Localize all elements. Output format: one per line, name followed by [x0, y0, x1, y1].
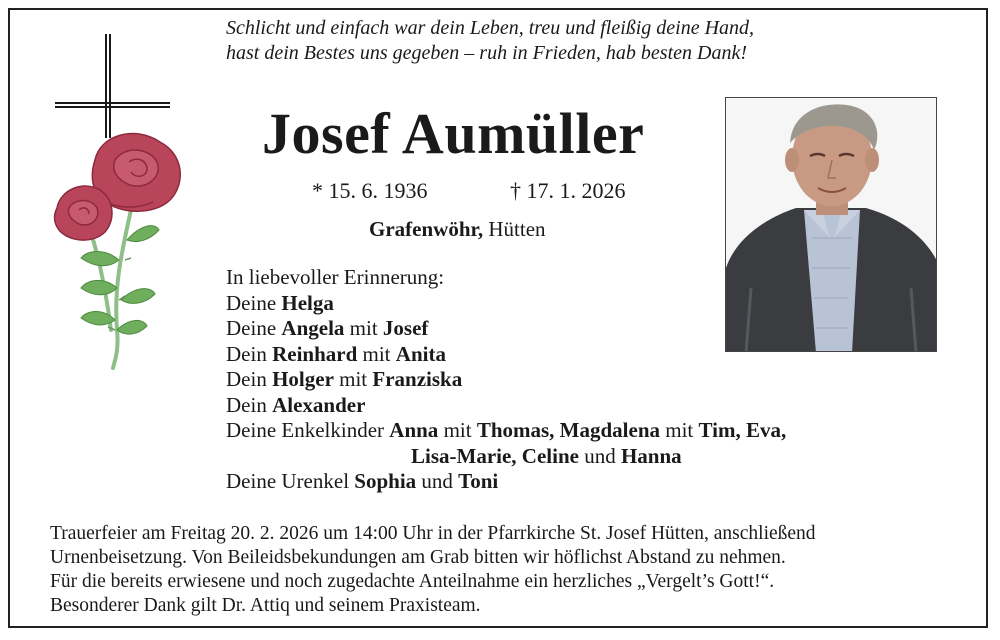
rose-lower — [55, 186, 112, 240]
family-intro: In liebevoller Erinnerung: — [226, 265, 445, 289]
family-list — [226, 265, 786, 495]
verse-line: Schlicht und einfach war dein Leben, treu und fleißig deine Hand, — [226, 17, 755, 39]
deceased-name: Josef Aumüller — [262, 101, 645, 166]
birth-date: * 15. 6. 1936 — [312, 178, 428, 203]
family-line: Dein Holger mit Franziska — [226, 367, 463, 391]
place-of-residence — [369, 217, 546, 242]
notice-line: Urnenbeisetzung. Von Beileidsbekundungen am Grab bitten wir höflichst Abstand zu nehmen. — [50, 547, 786, 568]
family-line: Deine Angela mit Josef — [226, 316, 429, 340]
death-date: † 17. 1. 2026 — [510, 178, 626, 203]
place-main: Grafenwöhr, — [369, 217, 484, 241]
family-line-grandchildren: Deine Enkelkinder Anna mit Thomas, Magdalena mit Tim, Eva, — [226, 418, 787, 442]
family-line-grandchildren-cont: Lisa-Marie, Celine und Hanna — [411, 443, 682, 468]
place-sub: Hütten — [488, 217, 546, 241]
verse-line: hast dein Bestes uns gegeben – ruh in Frieden, hab besten Dank! — [226, 42, 748, 64]
roses-icon — [45, 30, 195, 375]
life-dates — [312, 178, 626, 204]
memorial-verse — [226, 16, 754, 66]
notice-line: Trauerfeier am Freitag 20. 2. 2026 um 14:00 Uhr in der Pfarrkirche St. Josef Hütten, anschließend — [50, 523, 816, 544]
notice-line: Für die bereits erwiesene und noch zugedachte Anteilnahme ein herzliches „Vergelt’s Gott!“. — [50, 571, 775, 592]
family-line: Dein Reinhard mit Anita — [226, 341, 446, 366]
funeral-notice — [50, 522, 816, 618]
family-line: Deine Helga — [226, 290, 334, 315]
cross-icon — [55, 34, 170, 138]
family-line-great-grandchildren: Deine Urenkel Sophia und Toni — [226, 469, 499, 493]
notice-line: Besonderer Dank gilt Dr. Attiq und seinem Praxisteam. — [50, 595, 481, 616]
family-line: Dein Alexander — [226, 392, 366, 417]
portrait-image — [726, 98, 937, 352]
portrait-photo — [725, 97, 937, 352]
